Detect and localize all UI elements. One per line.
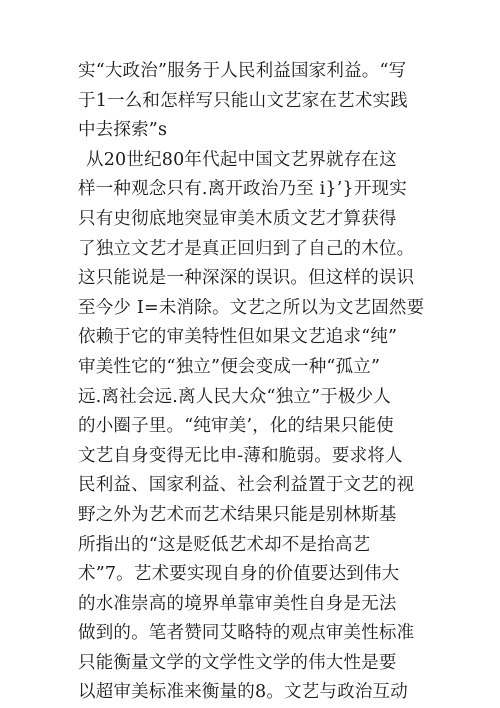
paragraph-first-line: 从20世纪80年代起中国文艺界就存在这	[86, 149, 397, 170]
text-line: 的水准崇高的境界单靠审美性自身是无法	[78, 593, 397, 614]
text-line: 中去探索”s	[78, 120, 168, 141]
text-line: 野之外为艺术而艺术结果只能是别林斯基	[78, 504, 397, 525]
text-line: 这只能说是一种深深的误识。但这样的误识	[78, 268, 415, 289]
text-line: 只能衡量文学的文学性文学的伟大性是要	[78, 652, 397, 673]
text-line: 术”7。艺术要实现自身的价值要达到伟大	[78, 564, 400, 585]
text-line: 审美性它的“独立”便会变成一种“孤立”	[78, 356, 381, 377]
text-line: 至今少 I=未消除。文艺之所以为文艺固然要	[78, 297, 425, 318]
text-line: 的小圈子里。“纯审美’，化的结果只能使	[78, 416, 394, 437]
text-line: 样一种观念只有.离开政治乃至 i}’}开现实	[78, 179, 407, 200]
text-line: 实“大政治”服务于人民利益国家利益。“写	[78, 61, 407, 81]
text-line: 文艺自身变得无比申-薄和脆弱。要求将人	[78, 445, 403, 466]
text-line: 做到的。笔者赞同艾略特的观点审美性标准	[78, 623, 415, 644]
text-line: 只有史彻底地突显审美木质文艺才算获得	[78, 208, 397, 229]
text-line: 了独立文艺才是真正回归到了自己的木位。	[78, 238, 415, 259]
text-line: 于1一么和怎样写只能山文艺家在艺术实践	[78, 90, 408, 111]
text-line: 民利益、国家利益、社会利益置于文艺的视	[78, 475, 415, 496]
text-line: 依赖于它的审美特性但如果文艺追求“纯”	[78, 327, 398, 348]
text-line: 远.离社会远.离人民大众“独立”于极少人	[78, 386, 392, 407]
text-line: 所指出的“这是贬低艺术却不是抬高艺	[78, 534, 371, 555]
body-text	[78, 57, 448, 708]
text-line: 以超审美标准来衡量的8。文艺与政治互动	[78, 682, 408, 703]
